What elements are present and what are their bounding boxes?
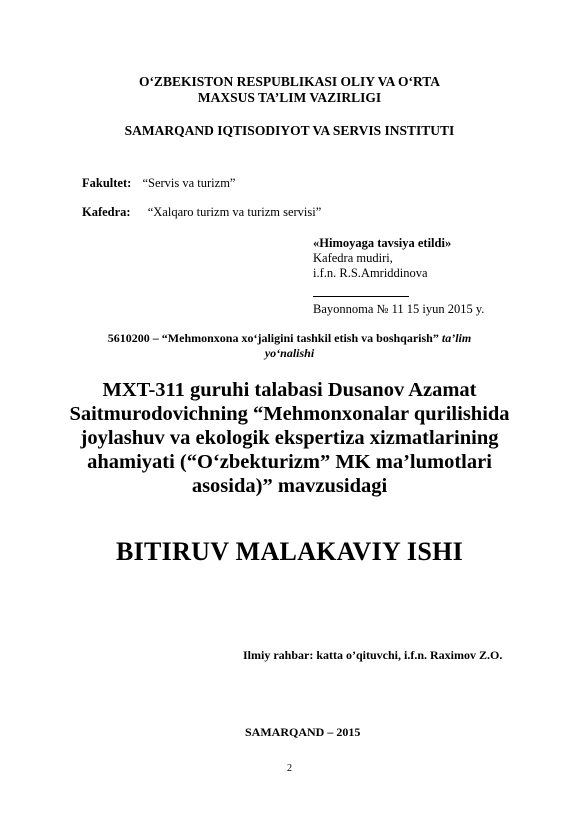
topic-line-1: MXT-311 guruhi talabasi Dusanov Azamat [102, 379, 477, 401]
ministry-line-2: MAXSUS TA’LIM VAZIRLIGI [197, 90, 382, 105]
program-line-1 [0, 331, 579, 346]
faculty-row [82, 176, 235, 191]
topic-line-5: asosida)” mavzusidagi [191, 475, 388, 497]
department-label: Kafedra: [82, 205, 131, 219]
program-suffix-1: ta’lim [441, 331, 472, 345]
faculty-label: Fakultet: [82, 176, 132, 190]
program-suffix-2: yo‘nalishi [264, 346, 315, 360]
program-code-name: 5610200 – “Mehmonxona xo‘jaligini tashkil etish va boshqarish” [107, 331, 439, 345]
department-value: “Xalqaro turizm va turizm servisi” [147, 205, 322, 219]
institute-name: SAMARQAND IQTISODIYOT VA SERVIS INSTITUTI [124, 123, 455, 138]
approval-title: «Himoyaga tavsiya etildi» [313, 236, 452, 250]
topic-line-2: Saitmurodovichning “Mehmonxonalar qurilishida [69, 403, 510, 425]
department-row [82, 205, 321, 220]
approval-block [313, 236, 553, 317]
supervisor: Ilmiy rahbar: katta o’qituvchi, i.f.n. Raximov Z.O. [243, 648, 503, 662]
page-number: 2 [287, 763, 292, 774]
thesis-topic [0, 378, 579, 498]
approval-protocol: Bayonnoma № 11 15 iyun 2015 y. [313, 302, 485, 316]
document-title: BITIRUV MALAKAVIY ISHI [115, 537, 464, 566]
topic-line-4: ahamiyati (“O‘zbekturizm” MK ma’lumotlari [87, 451, 492, 473]
signature-line [313, 295, 409, 297]
ministry-line-1: O‘ZBEKISTON RESPUBLIKASI OLIY VA O‘RTA [138, 74, 441, 89]
faculty-value: “Servis va turizm” [142, 176, 236, 190]
city-year: SAMARQAND – 2015 [245, 725, 361, 739]
approval-name: i.f.n. R.S.Amriddinova [313, 266, 428, 280]
topic-line-3: joylashuv va ekologik ekspertiza xizmatlarining [80, 427, 499, 449]
approval-position: Kafedra mudiri, [313, 251, 393, 265]
